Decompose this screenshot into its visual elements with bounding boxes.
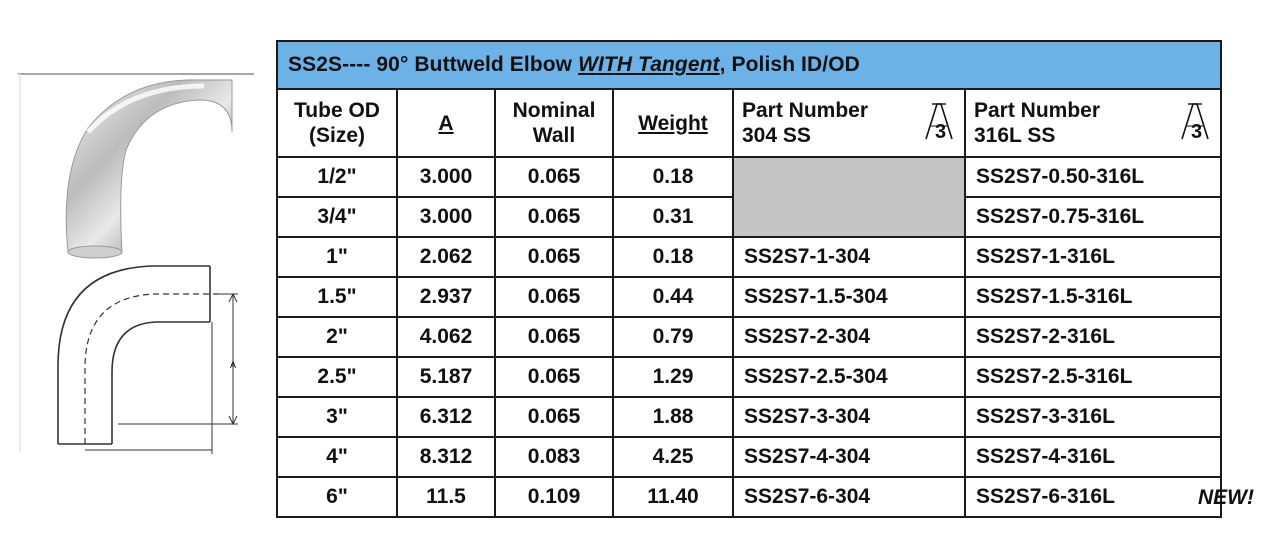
header-nominal-line2: Wall [532,124,576,147]
cell-a: 5.187 [397,357,495,397]
elbow-spec-table [276,40,1222,518]
cell-weight: 1.29 [613,357,733,397]
header-tube-od-line1: Tube OD [294,99,380,122]
header-part-number-304 [733,89,965,157]
cell-wall: 0.065 [495,397,613,437]
table-row [277,357,1221,397]
cell-size: 4" [277,437,397,477]
cell-part-316l: SS2S7-0.75-316L [965,197,1221,237]
cell-wall: 0.065 [495,357,613,397]
table-row [277,237,1221,277]
cell-a: 4.062 [397,317,495,357]
cell-weight: 0.18 [613,237,733,277]
cell-weight: 1.88 [613,397,733,437]
header-weight [613,89,733,157]
cell-part-316l: SS2S7-1-316L [965,237,1221,277]
elbow-illustration [18,72,256,454]
cell-size: 3" [277,397,397,437]
cell-size: 3/4" [277,197,397,237]
logo-3-text: 3 [1191,121,1203,140]
header-tube-od [277,89,397,157]
header-nominal-line1: Nominal [512,99,596,122]
cell-wall: 0.065 [495,317,613,357]
cell-a: 6.312 [397,397,495,437]
cell-part-316l: SS2S7-3-316L [965,397,1221,437]
cell-a: 2.937 [397,277,495,317]
cell-size: 1.5" [277,277,397,317]
cell-wall: 0.065 [495,277,613,317]
cell-size: 6" [277,477,397,517]
header-pn316-line1: Part Number [974,99,1101,122]
cell-part-304: SS2S7-2-304 [733,317,965,357]
elbow-dimension-drawing-icon [58,266,238,454]
cell-wall: 0.083 [495,437,613,477]
cell-weight: 0.18 [613,157,733,197]
cell-part-316l: SS2S7-2.5-316L [965,357,1221,397]
table-row [277,477,1221,517]
cell-part-316l: SS2S7-0.50-316L [965,157,1221,197]
header-row [277,89,1221,157]
cell-part-304-unavailable [733,157,965,237]
table-row [277,397,1221,437]
3-a-sanitary-logo-icon [1178,100,1212,140]
table-title [277,41,1221,89]
logo-3-text: 3 [935,121,947,140]
cell-size: 2.5" [277,357,397,397]
cell-part-316l: SS2S7-6-316L [965,477,1221,517]
cell-part-304: SS2S7-3-304 [733,397,965,437]
header-pn304-line1: Part Number [742,99,869,122]
cell-wall: 0.109 [495,477,613,517]
cell-part-304: SS2S7-6-304 [733,477,965,517]
header-tube-od-line2: (Size) [308,124,365,147]
table-row [277,317,1221,357]
new-badge: NEW! [1198,486,1254,509]
cell-a: 3.000 [397,157,495,197]
header-part-number-316l [965,89,1221,157]
cell-part-316l: SS2S7-4-316L [965,437,1221,477]
header-pn304-line2: 304 SS [742,124,811,147]
header-a [397,89,495,157]
title-suffix: , Polish ID/OD [719,53,860,76]
header-a-label: A [438,111,454,135]
dimension-a-label: A [230,360,237,370]
table-row [277,437,1221,477]
cell-weight: 0.79 [613,317,733,357]
header-nominal-wall [495,89,613,157]
cell-wall: 0.065 [495,197,613,237]
cell-weight: 4.25 [613,437,733,477]
elbow-photo-icon [66,80,232,258]
cell-weight: 0.44 [613,277,733,317]
cell-wall: 0.065 [495,157,613,197]
cell-part-316l: SS2S7-2-316L [965,317,1221,357]
cell-a: 2.062 [397,237,495,277]
table-row [277,277,1221,317]
cell-size: 1" [277,237,397,277]
cell-weight: 11.40 [613,477,733,517]
cell-weight: 0.31 [613,197,733,237]
header-weight-label: Weight [638,111,708,135]
cell-part-304: SS2S7-1-304 [733,237,965,277]
cell-size: 2" [277,317,397,357]
3-a-sanitary-logo-icon [922,100,956,140]
title-emphasis: WITH Tangent [578,53,720,76]
cell-size: 1/2" [277,157,397,197]
cell-part-316l: SS2S7-1.5-316L [965,277,1221,317]
cell-part-304: SS2S7-2.5-304 [733,357,965,397]
table-row [277,157,1221,197]
title-prefix: SS2S---- 90° Buttweld Elbow [288,53,579,76]
cell-part-304: SS2S7-4-304 [733,437,965,477]
cell-a: 8.312 [397,437,495,477]
cell-part-304: SS2S7-1.5-304 [733,277,965,317]
cell-a: 3.000 [397,197,495,237]
cell-wall: 0.065 [495,237,613,277]
cell-a: 11.5 [397,477,495,517]
header-pn316-line2: 316L SS [974,124,1056,147]
